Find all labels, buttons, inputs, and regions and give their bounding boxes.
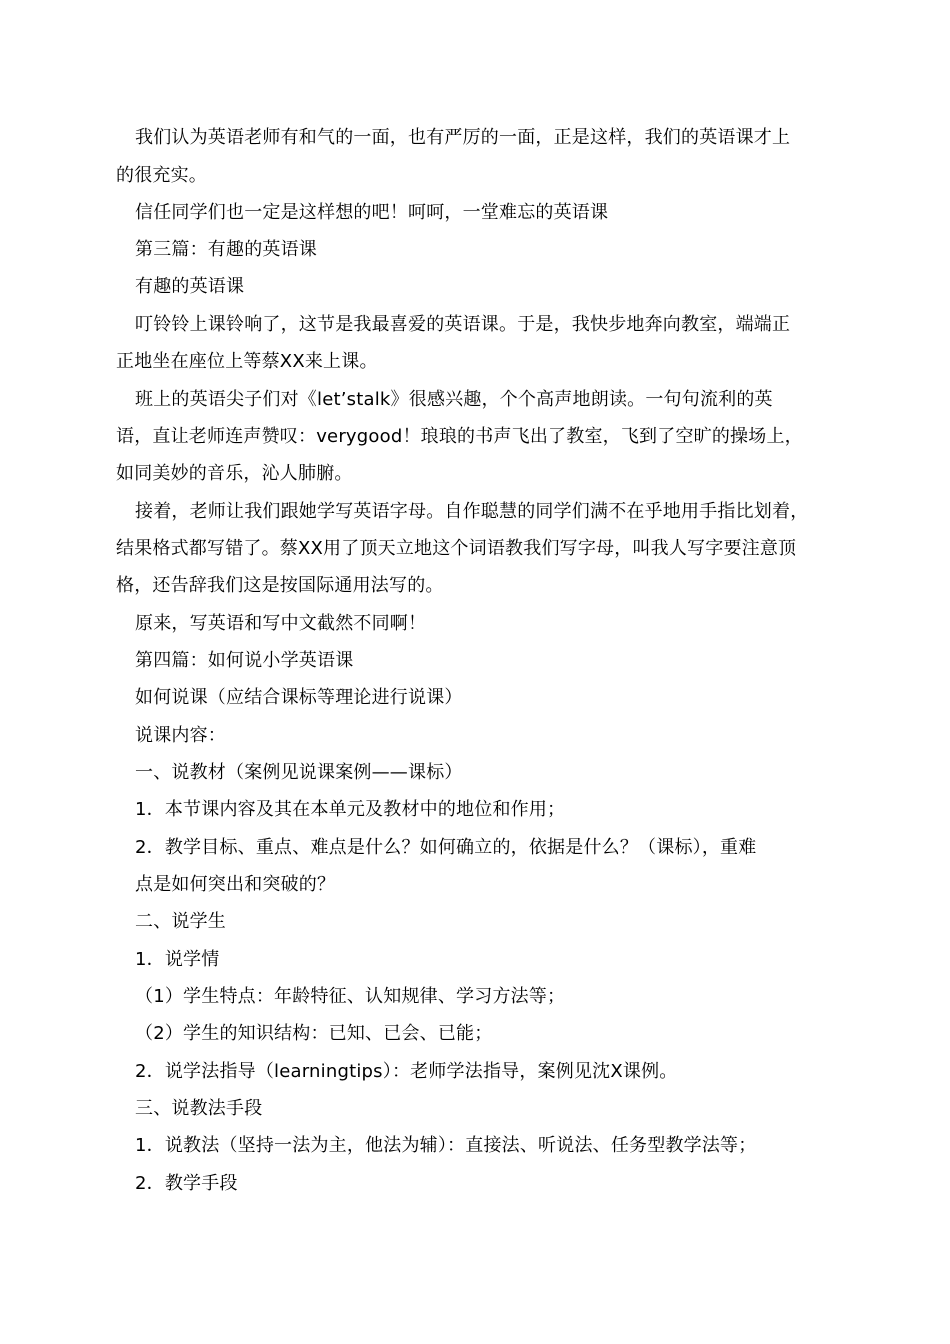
list-item: 2．教学目标、重点、难点是什么？如何确立的，依据是什么？（课标），重难 (135, 837, 757, 858)
section-heading: 第四篇：如何说小学英语课 (135, 650, 354, 671)
paragraph-line: 的很充实。 (116, 165, 207, 186)
paragraph-line: 正地坐在座位上等蔡XX来上课。 (116, 351, 378, 372)
paragraph-line: 班上的英语尖子们对《let’stalk》很感兴趣，个个高声地朗读。一句句流利的英 (135, 389, 773, 410)
list-item: 1．说教法（坚持一法为主，他法为辅）：直接法、听说法、任务型教学法等； (135, 1135, 757, 1156)
list-heading: 二、说学生 (135, 911, 226, 932)
list-item: （1）学生特点：年龄特征、认知规律、学习方法等； (135, 986, 566, 1007)
list-heading: 三、说教法手段 (135, 1098, 263, 1119)
list-item: 1．说学情 (135, 949, 220, 970)
paragraph-line: 接着，老师让我们跟她学写英语字母。自作聪慧的同学们满不在乎地用手指比划着， (135, 501, 809, 522)
section-title: 如何说课（应结合课标等理论进行说课） (135, 687, 463, 708)
list-item: 点是如何突出和突破的？ (135, 874, 336, 895)
list-heading: 一、说教材（案例见说课案例——课标） (135, 762, 463, 783)
paragraph-line: 结果格式都写错了。蔡XX用了顶天立地这个词语教我们写字母，叫我人写字要注意顶 (116, 538, 797, 559)
paragraph-line: 信任同学们也一定是这样想的吧！呵呵，一堂难忘的英语课 (135, 202, 609, 223)
section-heading: 第三篇：有趣的英语课 (135, 239, 317, 260)
section-title: 有趣的英语课 (135, 276, 245, 297)
list-item: （2）学生的知识结构：已知、已会、已能； (135, 1023, 493, 1044)
paragraph-line: 原来，写英语和写中文截然不同啊！ (135, 613, 427, 634)
paragraph-line: 格，还告辞我们这是按国际通用法写的。 (116, 575, 444, 596)
paragraph-line: 我们认为英语老师有和气的一面，也有严厉的一面，正是这样，我们的英语课才上 (135, 127, 791, 148)
list-item: 2．教学手段 (135, 1173, 238, 1194)
paragraph-line: 叮铃铃上课铃响了，这节是我最喜爱的英语课。于是，我快步地奔向教室，端端正 (135, 314, 791, 335)
paragraph-line: 如同美妙的音乐，沁人肺腑。 (116, 463, 353, 484)
paragraph-line: 说课内容： (135, 725, 226, 746)
list-item: 1．本节课内容及其在本单元及教材中的地位和作用； (135, 799, 566, 820)
list-item: 2．说学法指导（learningtips）：老师学法指导，案例见沈X课例。 (135, 1061, 678, 1082)
paragraph-line: 语，直让老师连声赞叹：verygood！琅琅的书声飞出了教室，飞到了空旷的操场上， (116, 426, 803, 447)
